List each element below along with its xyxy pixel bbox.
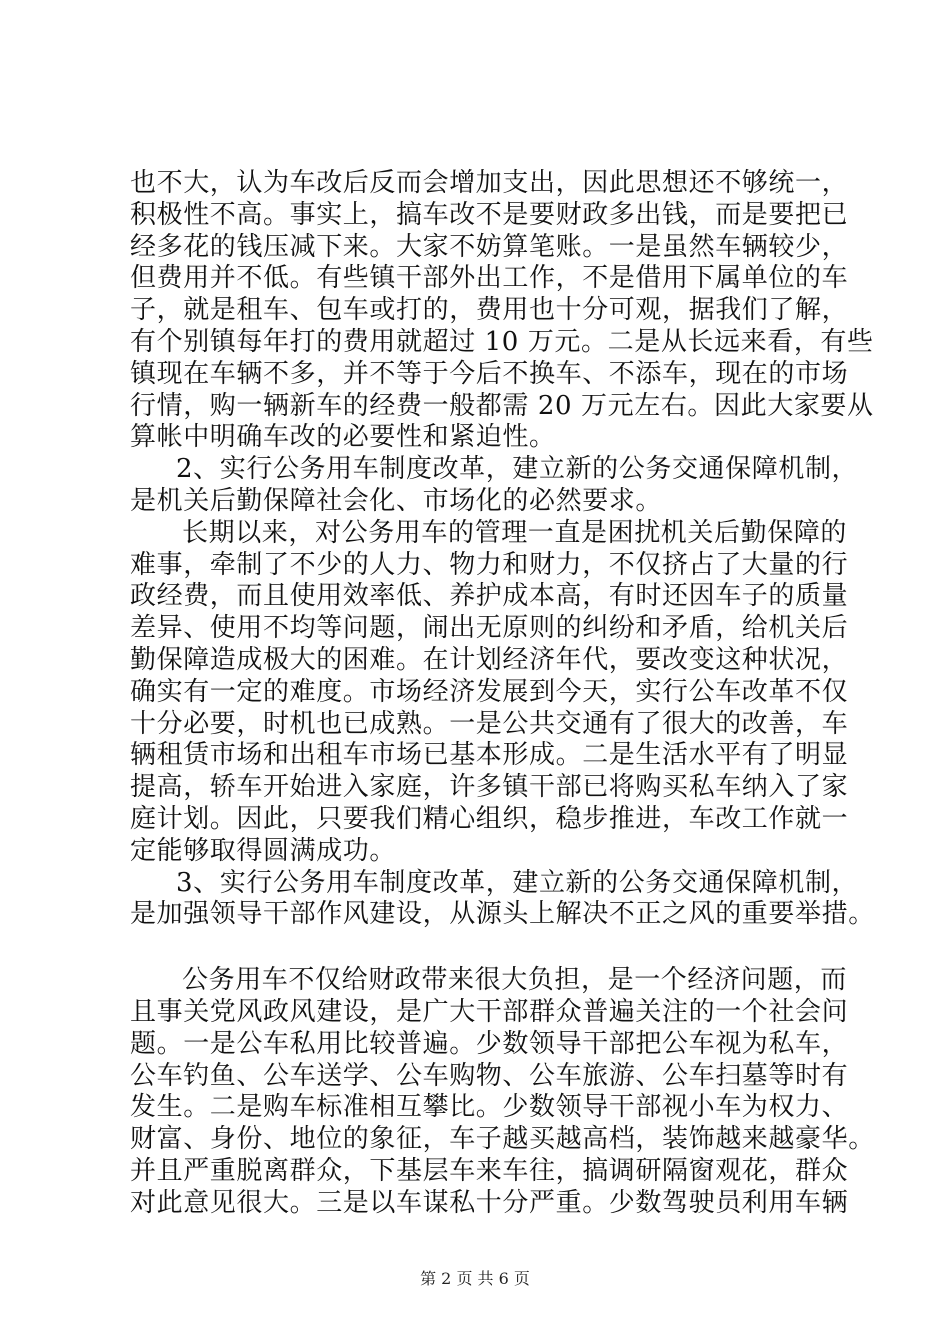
text-line: 也不大，认为车改后反而会增加支出，因此思想还不够统一， <box>130 168 849 198</box>
text-line: 有个别镇每年打的费用就超过 10 万元。二是从长远来看，有些 <box>130 326 874 357</box>
text-line: 辆租赁市场和出租车市场已基本形成。二是生活水平有了明显 <box>130 740 849 771</box>
text-line: 行情，购一辆新车的经费一般都需 20 万元左右。因此大家要从 <box>130 390 874 421</box>
text-line: 提高，轿车开始进入家庭，许多镇干部已将购买私车纳入了家 <box>130 772 849 803</box>
text-line: 积极性不高。事实上，搞车改不是要财政多出钱，而是要把已 <box>130 199 849 230</box>
text-line: 定能够取得圆满成功。 <box>130 835 397 866</box>
text-line: 长期以来，对公务用车的管理一直是困扰机关后勤保障的 <box>182 517 848 548</box>
section-heading-line: 是机关后勤保障社会化、市场化的必然要求。 <box>130 485 663 516</box>
text-line: 政经费，而且使用效率低、养护成本高，有时还因车子的质量 <box>130 581 849 612</box>
text-line: 公车钓鱼、公车送学、公车购物、公车旅游、公车扫墓等时有 <box>130 1060 849 1091</box>
page-number-footer: 第 2 页 共 6 页 <box>420 1269 530 1288</box>
text-line: 算帐中明确车改的必要性和紧迫性。 <box>130 422 556 453</box>
text-line: 庭计划。因此，只要我们精心组织，稳步推进，车改工作就一 <box>130 803 849 834</box>
text-line: 确实有一定的难度。市场经济发展到今天，实行公车改革不仅 <box>130 676 849 707</box>
body-text <box>130 168 875 1220</box>
text-line: 对此意见很大。三是以车谋私十分严重。少数驾驶员利用车辆 <box>130 1187 849 1218</box>
text-line: 且事关党风政风建设，是广大干部群众普遍关注的一个社会问 <box>130 996 849 1027</box>
text-line: 子，就是租车、包车或打的，费用也十分可观，据我们了解， <box>130 295 849 326</box>
text-line: 镇现在车辆不多，并不等于今后不换车、不添车，现在的市场 <box>130 358 849 389</box>
text-line: 差异、使用不均等问题，闹出无原则的纠纷和矛盾，给机关后 <box>130 613 849 644</box>
text-line: 但费用并不低。有些镇干部外出工作，不是借用下属单位的车 <box>130 263 849 294</box>
text-line: 财富、身份、地位的象征，车子越买越高档，装饰越来越豪华。 <box>130 1124 875 1155</box>
text-line: 勤保障造成极大的困难。在计划经济年代，要改变这种状况， <box>130 644 849 675</box>
section-heading-line: 2、实行公务用车制度改革，建立新的公务交通保障机制， <box>176 454 859 485</box>
paragraph-gap <box>130 931 830 965</box>
text-line: 公务用车不仅给财政带来很大负担，是一个经济问题，而 <box>182 965 848 996</box>
section-heading-line: 是加强领导干部作风建设，从源头上解决不正之风的重要举措。 <box>130 899 875 930</box>
text-line: 十分必要，时机也已成熟。一是公共交通有了很大的改善，车 <box>130 708 849 739</box>
text-line: 发生。二是购车标准相互攀比。少数领导干部视小车为权力、 <box>130 1092 849 1123</box>
text-line: 难事，牵制了不少的人力、物力和财力，不仅挤占了大量的行 <box>130 549 849 580</box>
text-line: 题。一是公车私用比较普遍。少数领导干部把公车视为私车， <box>130 1028 849 1059</box>
section-heading-line: 3、实行公务用车制度改革，建立新的公务交通保障机制， <box>176 867 859 898</box>
text-line: 并且严重脱离群众，下基层车来车往，搞调研隔窗观花，群众 <box>130 1155 849 1186</box>
text-line: 经多花的钱压减下来。大家不妨算笔账。一是虽然车辆较少， <box>130 231 849 262</box>
